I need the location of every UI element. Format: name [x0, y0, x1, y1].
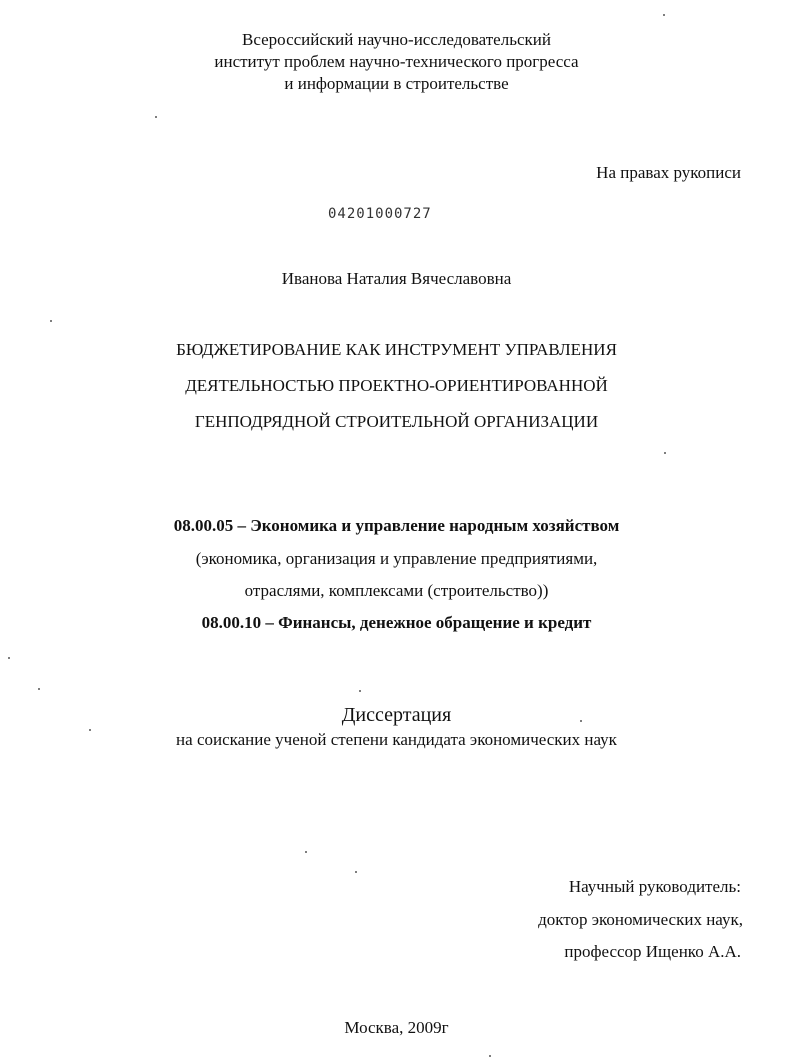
scan-speck — [580, 720, 582, 722]
supervisor-name: профессор Ищенко А.А. — [564, 942, 741, 961]
supervisor-label: Научный руководитель: — [568, 877, 741, 896]
scan-speck — [8, 657, 10, 659]
title-line-3: ГЕНПОДРЯДНОЙ СТРОИТЕЛЬНОЙ ОРГАНИЗАЦИИ — [194, 412, 599, 431]
scan-speck — [155, 116, 157, 118]
specialty-1-detail-1: (экономика, организация и управление предприятиями, — [195, 549, 598, 568]
work-type-heading: Диссертация — [341, 704, 452, 726]
scan-speck — [355, 871, 357, 873]
specialty-1-detail-2: отраслями, комплексами (строительство)) — [244, 581, 549, 600]
specialty-1: 08.00.05 – Экономика и управление народным хозяйством — [173, 516, 620, 535]
title-line-2: ДЕЯТЕЛЬНОСТЬЮ ПРОЕКТНО-ОРИЕНТИРОВАННОЙ — [185, 376, 608, 395]
manuscript-note: На правах рукописи — [596, 163, 741, 182]
scan-speck — [50, 320, 52, 322]
institute-line-2: институт проблем научно-технического прогресса — [214, 52, 579, 71]
institute-line-1: Всероссийский научно-исследовательский — [242, 30, 551, 49]
scan-speck — [664, 452, 666, 454]
scan-speck — [305, 851, 307, 853]
scan-speck — [359, 690, 361, 692]
registration-number: 04201000727 — [328, 206, 432, 222]
author-name: Иванова Наталия Вячеславовна — [281, 269, 512, 288]
scan-speck — [89, 729, 91, 731]
work-type-subheading: на соискание ученой степени кандидата экономических наук — [176, 730, 617, 749]
scan-speck — [663, 14, 665, 16]
specialty-2: 08.00.10 – Финансы, денежное обращение и кредит — [201, 613, 592, 632]
supervisor-degree: доктор экономических наук, — [538, 910, 743, 929]
scan-speck — [489, 1055, 491, 1057]
place-year: Москва, 2009г — [344, 1018, 449, 1037]
institute-line-3: и информации в строительстве — [284, 74, 509, 93]
title-line-1: БЮДЖЕТИРОВАНИЕ КАК ИНСТРУМЕНТ УПРАВЛЕНИЯ — [176, 340, 617, 359]
scan-speck — [38, 688, 40, 690]
